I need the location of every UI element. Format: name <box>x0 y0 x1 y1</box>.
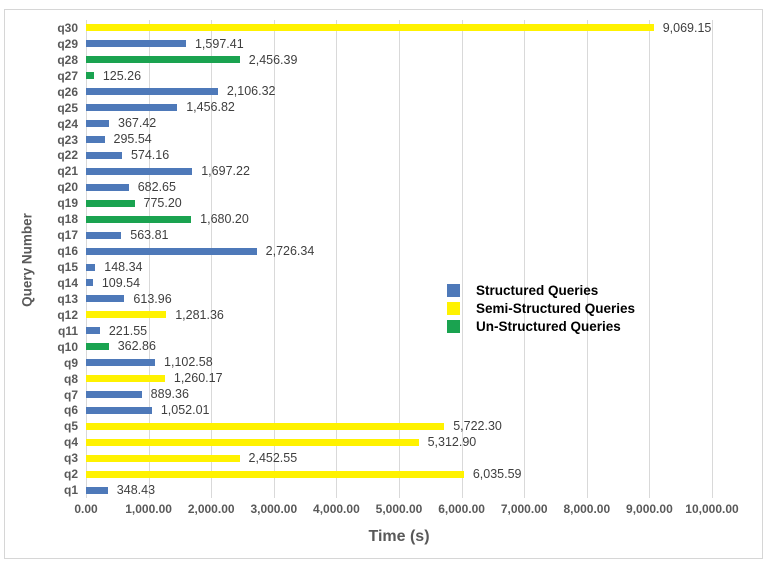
x-tick-label: 4,000.00 <box>313 502 360 516</box>
bar-value-label: 148.34 <box>104 259 143 274</box>
bar-value-label: 367.42 <box>118 116 157 131</box>
y-tick-label: q22 <box>57 148 78 163</box>
x-tick-label: 2,000.00 <box>187 502 235 516</box>
bar-row-q26 <box>86 84 712 100</box>
bar-value-label: 2,726.34 <box>265 243 315 258</box>
bar-row-q18 <box>86 211 712 227</box>
bar-value-label: 6,035.59 <box>472 466 522 481</box>
bar-q5 <box>86 423 444 430</box>
bar-value-label: 2,456.39 <box>248 52 298 67</box>
y-tick-label: q16 <box>57 244 78 259</box>
legend-entry <box>447 320 635 333</box>
bar-row-q24 <box>86 116 712 132</box>
bar-value-label: 295.54 <box>113 132 152 147</box>
bar-row-q23 <box>86 132 712 148</box>
legend-label: Semi-Structured Queries <box>476 300 636 316</box>
y-axis-title: Query Number <box>19 213 35 307</box>
bar-q27 <box>86 72 94 79</box>
x-tick-label: 8,000.00 <box>563 502 611 516</box>
x-tick-label: 6,000.00 <box>438 502 485 516</box>
y-tick-label: q19 <box>57 196 78 211</box>
bar-value-label: 5,312.90 <box>427 435 477 450</box>
legend-swatch-icon <box>447 302 460 315</box>
legend-label: Un-Structured Queries <box>476 318 621 334</box>
bar-q29 <box>86 40 186 47</box>
bar-q6 <box>86 407 152 414</box>
y-tick-label: q23 <box>57 132 78 147</box>
y-tick-label: q29 <box>57 36 78 51</box>
y-tick-label: q17 <box>57 228 78 243</box>
bar-row-q8 <box>86 371 712 387</box>
bar-row-q21 <box>86 163 712 179</box>
bar-row-q20 <box>86 179 712 195</box>
bar-q7 <box>86 391 142 398</box>
bar-value-label: 1,281.36 <box>175 307 224 322</box>
bar-q14 <box>86 279 93 286</box>
bar-q11 <box>86 327 100 334</box>
bar-row-q5 <box>86 418 712 434</box>
y-tick-label: q26 <box>57 84 78 99</box>
bar-row-q4 <box>86 434 712 450</box>
x-tick-label: 9,000.00 <box>626 502 673 516</box>
x-tick-label: 10,000.00 <box>685 502 739 516</box>
y-tick-label: q1 <box>63 483 78 498</box>
bar-row-q30 <box>86 20 712 36</box>
x-tick-label: 0.00 <box>74 502 98 516</box>
plot-area <box>86 20 712 498</box>
bar-row-q22 <box>86 148 712 164</box>
legend-label: Structured Queries <box>476 282 599 298</box>
bar-q25 <box>86 104 177 111</box>
bar-q22 <box>86 152 122 159</box>
bar-value-label: 125.26 <box>102 68 142 83</box>
y-tick-label: q2 <box>63 467 78 482</box>
bar-q10 <box>86 343 109 350</box>
y-tick-label: q13 <box>57 291 78 306</box>
bar-value-label: 5,722.30 <box>453 419 502 434</box>
bar-q20 <box>86 184 129 191</box>
bar-value-label: 2,452.55 <box>248 451 298 466</box>
y-tick-label: q30 <box>57 20 78 35</box>
bar-q4 <box>86 439 419 446</box>
bar-q17 <box>86 232 121 239</box>
gridline <box>712 20 713 498</box>
bar-q23 <box>86 136 105 143</box>
x-tick-label: 3,000.00 <box>250 502 298 516</box>
bar-row-q9 <box>86 355 712 371</box>
y-tick-label: q3 <box>63 451 78 466</box>
bar-value-label: 109.54 <box>101 275 141 290</box>
bar-row-q25 <box>86 100 712 116</box>
bar-row-q7 <box>86 387 712 403</box>
y-tick-label: q15 <box>57 260 78 275</box>
bar-q2 <box>86 471 464 478</box>
bar-q28 <box>86 56 240 63</box>
y-tick-label: q11 <box>57 323 78 338</box>
bar-value-label: 889.36 <box>150 387 189 402</box>
bar-row-q6 <box>86 403 712 419</box>
bar-q16 <box>86 248 257 255</box>
bar-value-label: 1,680.20 <box>200 211 249 226</box>
y-tick-label: q24 <box>57 116 78 131</box>
bar-row-q2 <box>86 466 712 482</box>
legend <box>447 284 635 338</box>
legend-entry <box>447 302 635 315</box>
bar-value-label: 2,106.32 <box>226 84 276 99</box>
legend-swatch-icon <box>447 320 460 333</box>
x-tick-label: 5,000.00 <box>375 502 423 516</box>
legend-swatch-icon <box>447 284 460 297</box>
bar-q15 <box>86 264 95 271</box>
bar-row-q10 <box>86 339 712 355</box>
x-tick-label: 7,000.00 <box>500 502 548 516</box>
y-tick-label: q20 <box>57 180 78 195</box>
y-tick-label: q28 <box>57 52 78 67</box>
bar-row-q27 <box>86 68 712 84</box>
bar-value-label: 362.86 <box>117 339 156 354</box>
y-tick-label: q8 <box>63 371 78 386</box>
bar-value-label: 775.20 <box>143 196 182 211</box>
y-tick-label: q14 <box>57 275 78 290</box>
y-tick-label: q5 <box>63 419 78 434</box>
bar-value-label: 1,456.82 <box>186 100 235 115</box>
legend-entry <box>447 284 635 297</box>
bar-value-label: 563.81 <box>130 227 169 242</box>
bar-q8 <box>86 375 165 382</box>
bar-q13 <box>86 295 124 302</box>
bar-value-label: 1,697.22 <box>201 164 250 179</box>
x-tick-label: 1,000.00 <box>125 502 172 516</box>
bar-row-q19 <box>86 195 712 211</box>
y-tick-label: q27 <box>57 68 78 83</box>
bar-value-label: 221.55 <box>108 323 148 338</box>
bar-q19 <box>86 200 135 207</box>
bar-value-label: 574.16 <box>130 148 170 163</box>
bar-q12 <box>86 311 166 318</box>
y-tick-label: q10 <box>57 339 78 354</box>
y-tick-label: q4 <box>63 435 78 450</box>
bar-rows <box>86 20 712 498</box>
bar-row-q16 <box>86 243 712 259</box>
y-tick-label: q21 <box>57 164 78 179</box>
bar-value-label: 1,102.58 <box>164 355 213 370</box>
bar-row-q15 <box>86 259 712 275</box>
y-tick-label: q25 <box>57 100 78 115</box>
bar-q1 <box>86 487 108 494</box>
bar-q30 <box>86 24 654 31</box>
bar-q9 <box>86 359 155 366</box>
y-tick-label: q12 <box>57 307 78 322</box>
bar-row-q17 <box>86 227 712 243</box>
bar-q26 <box>86 88 218 95</box>
y-tick-label: q18 <box>57 212 78 227</box>
y-axis-tick-labels <box>36 20 78 498</box>
bar-value-label: 348.43 <box>116 482 156 497</box>
bar-q21 <box>86 168 192 175</box>
bar-row-q29 <box>86 36 712 52</box>
bar-q24 <box>86 120 109 127</box>
bar-q3 <box>86 455 240 462</box>
bar-row-q3 <box>86 450 712 466</box>
bar-q18 <box>86 216 191 223</box>
x-axis-title: Time (s) <box>368 528 430 545</box>
y-tick-label: q7 <box>63 387 78 402</box>
y-tick-label: q9 <box>63 355 78 370</box>
bar-value-label: 682.65 <box>137 180 176 195</box>
bar-value-label: 1,597.41 <box>194 36 244 51</box>
bar-value-label: 613.96 <box>133 291 172 306</box>
bar-value-label: 1,260.17 <box>173 371 223 386</box>
bar-row-q1 <box>86 482 712 498</box>
bar-value-label: 9,069.15 <box>662 20 712 35</box>
x-axis-tick-labels <box>74 502 739 518</box>
bar-row-q28 <box>86 52 712 68</box>
y-tick-label: q6 <box>63 403 78 418</box>
bar-value-label: 1,052.01 <box>160 403 210 418</box>
